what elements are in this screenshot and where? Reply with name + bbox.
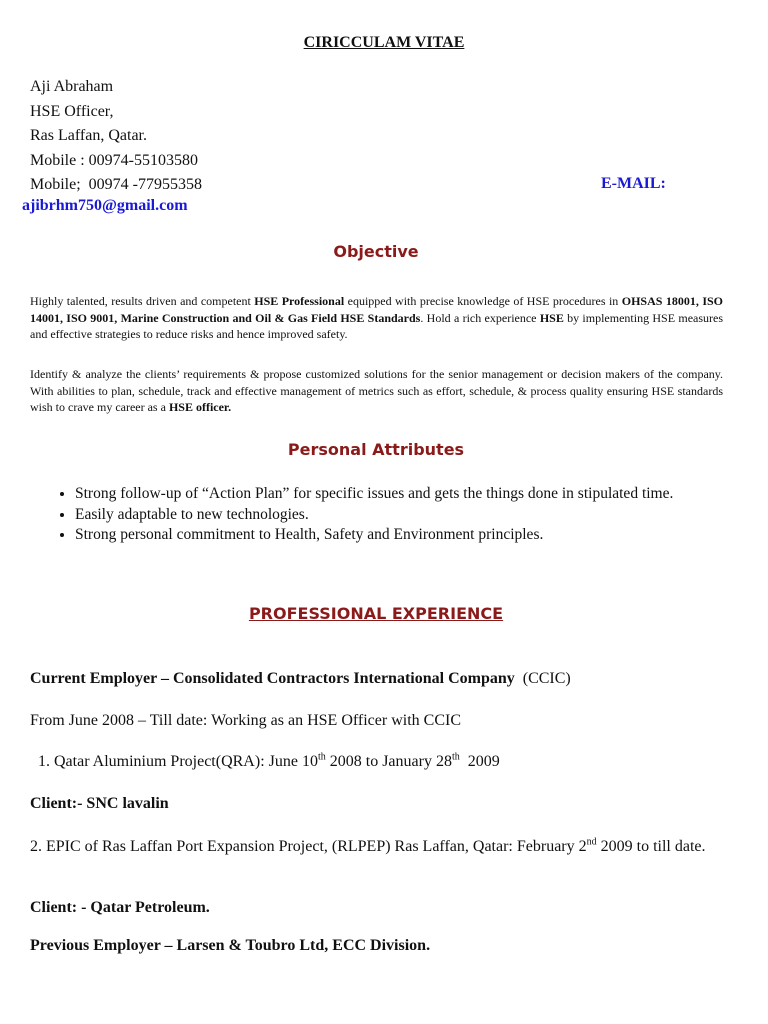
objective-p1-run: HSE Professional (254, 294, 345, 308)
client-2: Client: - Qatar Petroleum. (30, 899, 210, 916)
project-2-sup: nd (586, 836, 597, 848)
project-1-sup-1: th (317, 751, 326, 763)
attributes-list (30, 484, 768, 546)
experience-heading: PROFESSIONAL EXPERIENCE (248, 604, 504, 623)
objective-p1-run: equipped with precise knowledge of HSE procedures in (344, 294, 622, 308)
previous-employer: Previous Employer – Larsen & Toubro Ltd, ECC Division. (30, 937, 431, 954)
objective-p1-run: OHSAS 18001, ISO 14001, ISO 9001, Marine Construction and Oil & Gas Field HSE Standards (30, 294, 723, 325)
objective-p2-run: Identify & analyze the clients’ requirements & propose customized solutions for the senior management or decision makers of the company. With abilities to plan, schedule, track and effective management of metrics such as effort, schedule, & process quality ensuring HSE standards wish to crave my career as a (30, 367, 723, 414)
email-label: E-MAIL: (601, 175, 666, 192)
contact-mobile-1: Mobile : 00974-55103580 (30, 151, 198, 169)
project-1 (38, 753, 500, 771)
project-2-text-b: 2009 to till date. (596, 838, 706, 855)
project-1-text-a: 1. Qatar Aluminium Project(QRA): June 10 (38, 753, 318, 770)
contact-mobile-2: Mobile; 00974 -77955358 (30, 176, 202, 193)
project-2 (30, 836, 723, 858)
objective-p1-run: . Hold a rich experience (420, 310, 540, 325)
objective-paragraph-2 (30, 366, 723, 416)
objective-p2-run: HSE officer. (168, 400, 232, 414)
email-link[interactable]: ajibrhm750@gmail.com (22, 197, 188, 214)
current-employer-name: Current Employer – Consolidated Contractors International Company (30, 670, 515, 687)
project-1-text-c: 2009 (459, 753, 500, 770)
project-2-text-a: 2. EPIC of Ras Laffan Port Expansion Project, (RLPEP) Ras Laffan, Qatar: February 2 (30, 838, 587, 855)
contact-name: Aji Abraham (30, 78, 114, 95)
project-1-text-b: 2008 to January 28 (325, 753, 452, 770)
objective-p1-run: by implementing HSE measures and effective strategies to reduce risks and hence improved safety. (30, 310, 724, 341)
objective-paragraph-1 (30, 293, 723, 343)
contact-location: Ras Laffan, Qatar. (30, 127, 147, 144)
current-employer (30, 670, 571, 688)
attribute-item: • Strong follow-up of “Action Plan” for specific issues and gets the things done in stipulated time. (75, 484, 768, 505)
objective-p1-run: HSE (539, 310, 564, 325)
attribute-item: • Strong personal commitment to Health, Safety and Environment principles. (75, 525, 768, 546)
objective-p1-run: Highly talented, results driven and competent (30, 294, 255, 308)
objective-heading: Objective (333, 242, 419, 261)
project-1-sup-2: th (451, 751, 460, 763)
contact-position: HSE Officer, (30, 102, 114, 120)
contact-block (30, 75, 202, 198)
attributes-heading: Personal Attributes (287, 440, 465, 459)
client-1: Client:- SNC lavalin (30, 795, 169, 812)
attribute-item: • Easily adaptable to new technologies. (75, 505, 768, 526)
employment-period: From June 2008 – Till date: Working as an HSE Officer with CCIC (30, 712, 461, 729)
current-employer-abbr: (CCIC) (514, 670, 571, 687)
document-title: CIRICCULAM VITAE (303, 34, 465, 51)
